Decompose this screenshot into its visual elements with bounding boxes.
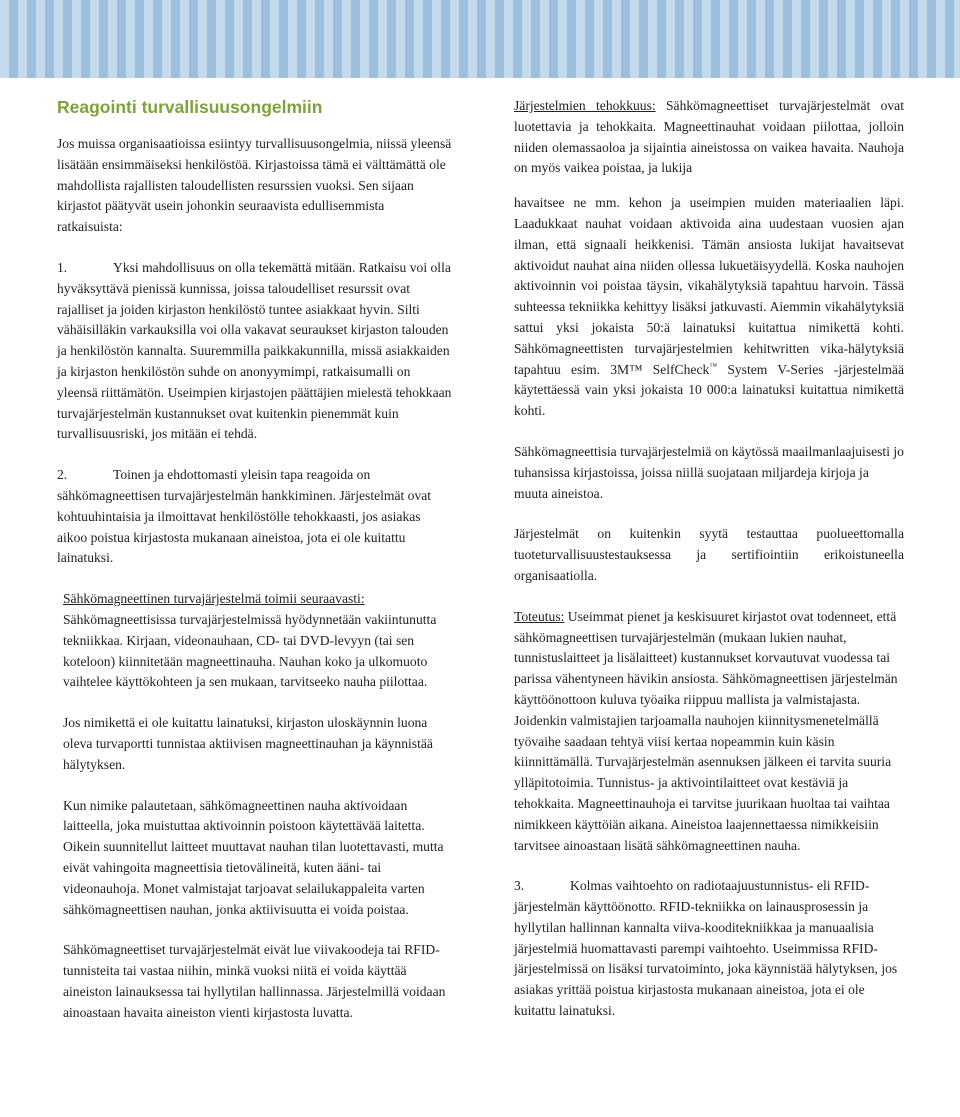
em-paragraph-3: Kun nimike palautetaan, sähkömagneettinen nauha aktivoidaan laitteella, joka muistuttaa aktivoinnin poistoon käytettävää laitetta. Oikein suunnitellut laitteet muuttavat nauhan tilan luotettavasti, mutta eivät vahingoita magneettisia tietovälineitä, kuten ääni- tai videonauhoja. Monet valmistajat tarjoavat selailukappaleita varten sähkömagneettisen nauhan, jonka aktiivisuutta ei voida poistaa. bbox=[63, 797, 444, 917]
option-1-paragraph bbox=[57, 258, 453, 445]
option-1-number: 1. bbox=[57, 259, 68, 275]
worldwide-paragraph: Sähkömagneettisia turvajärjestelmiä on käytössä maailmanlaajuisesti jo tuhansissa kirjastoissa, joissa niillä suojataan miljardeja kirjoja ja muuta aineistoa. bbox=[514, 443, 904, 501]
option-3-number: 3. bbox=[514, 878, 525, 894]
option-1-text: Yksi mahdollisuus on olla tekemättä mitään. Ratkaisu voi olla hyväksyttävä pienissä kunnissa, joissa taloudelliset resurssit ovat rajalliset ja joiden kirjaston henkilöstö tuntee asiakkaat hyvin. Silti vähäisilläkin varkauksilla voi olla vakavat seuraukset kirjaston talouden ja henkilöstön kannalta. Suuremmilla paikkakunnilla, missä asiakkaiden ja kirjaston henkilöstön suhde on anonyymimpi, ratkaisumalli on yleensä riittämätön. Useimpien kirjastojen päättäjien mielestä tehokkaan turvajärjestelmän kustannukset ovat kuitenkin pienemmät kuin turvallisuusriski, jos mitään ei tehdä. bbox=[57, 259, 452, 442]
em-paragraph-2: Jos nimikettä ei ole kuitattu lainatuksi, kirjaston uloskäynnin luona oleva turvaportti tunnistaa aktiivisen magneettinauhan ja käynnistää hälytyksen. bbox=[63, 715, 433, 772]
intro-paragraph: Jos muissa organisaatioissa esiintyy turvallisuusongelmia, niissä yleensä lisätään ensimmäiseksi henkilöstöä. Kirjastoissa tämä ei välttämättä ole mahdollista rajallisten taloudellisten resurssien vuoksi. Sen sijaan kirjastot päätyvät usein johonkin seuraavista edullisemmista ratkaisuista: bbox=[57, 136, 452, 235]
implementation-label: Toteutus: bbox=[514, 608, 565, 624]
left-column bbox=[57, 96, 453, 1023]
em-paragraph-1: Sähkömagneettisissa turvajärjestelmissä hyödynnetään vakiintunutta tekniikkaa. Kirjaan, videonauhaan, CD- tai DVD-levyyn (tai sen koteloon) kiinnitetään magneettinauha. Nauhan koko ja ulkomuoto vaihtelee käyttökohteen ja sen mukaan, tarvitseeko nauha piilottaa. bbox=[63, 611, 437, 690]
em-paragraph-4: Sähkömagneettiset turvajärjestelmät eivät lue viivakoodeja tai RFID-tunnisteita tai vastaa niihin, minkä vuoksi niitä ei voida käyttää aineiston lainauksessa tai hyllytilan hallinnassa. Järjestelmillä voidaan ainoastaan havaita aineiston vienti kirjastosta luvatta. bbox=[63, 942, 446, 1020]
option-2-text: Toinen ja ehdottomasti yleisin tapa reagoida on sähkömagneettisen turvajärjestelmän hankkiminen. Järjestelmät ovat kohtuuhintaisia ja ilmoittavat henkilöstölle tehokkaasti, jos asiakas aikoo poistua kirjastosta mukanaan aineistoa, jota ei ole kuitattu lainatuksi. bbox=[57, 467, 432, 566]
trademark-mark: ™ bbox=[709, 361, 718, 371]
header-banner bbox=[0, 0, 960, 78]
option-2-number: 2. bbox=[57, 467, 68, 483]
implementation-text: Useimmat pienet ja keskisuuret kirjastot ovat todenneet, että sähkömagneettisen turvajärjestelmän (mukaan lukien nauhat, tunnistuslaitteet ja lisälaitteet) kustannukset korvautuvat vuodessa tai parissa vähentyneen hävikin ansiosta. Sähkömagneettisen järjestelmän käyttöönottoon kuluva työaika riippuu mallista ja valmistajasta. Joidenkin valmistajien tarjoamalla nauhojen kiinnitysmenetelmällä työvaihe saadaan tehtyä viisi kertaa nopeammin kuin käsin kiinnittämällä. Turvajärjestelmän asennuksen jälkeen ei tarvita suuria ylläpitotoimia. Tunnistus- ja aktivointilaitteet ovat kestäviä ja tehokkaita. Magneettinauhoja ei tarvitse juurikaan huoltaa tai vaihtaa nimikkeen käyttöiän aikana. Aineistoa laajennettaessa nimikkeisiin tarvitsee ainoastaan lisätä sähkömagneettinen nauha. bbox=[514, 608, 898, 853]
em-section-heading: Sähkömagneettinen turvajärjestelmä toimii seuraavasti: bbox=[63, 591, 365, 607]
option-3-text: Kolmas vaihtoehto on radiotaajuustunnistus- eli RFID-järjestelmän käyttöönotto. RFID-tekniikka on lainausprosessin ja hyllytilan hallinnan kannalta viiva-kooditekniikkaa ja manuaalisia järjestelmiä huomattavasti parempi vaihtoehto. Useimmissa RFID-järjestelmissä on lisäksi turvatoiminto, joka käynnistää hälytyksen, jos asiakas yrittää poistua kirjastosta mukanaan aineistoa, jota ei ole kuitattu lainatuksi. bbox=[514, 878, 898, 1019]
efficiency-paragraph-2 bbox=[514, 193, 904, 422]
efficiency-label: Järjestelmien tehokkuus: bbox=[514, 98, 656, 113]
option-3-paragraph bbox=[514, 876, 904, 1022]
testing-paragraph: Järjestelmät on kuitenkin syytä testauttaa puolueettomalla tuoteturvallisuustestauksessa ja sertifiointiin erikoistuneella organisaatiolla. bbox=[514, 526, 904, 583]
em-system-section bbox=[57, 589, 453, 1023]
right-column bbox=[514, 96, 904, 1022]
efficiency-text-2b: System V-Series -järjestelmää käytettäessä vain yksi jokaista 10 000:a lainatuksi kuitattua nimikettä kohti. bbox=[514, 361, 904, 419]
efficiency-text-1: Sähkömagneettiset turvajärjestelmät ovat luotettavia ja tehokkaita. Magneettinauhat voidaan piilottaa, jolloin niiden olemassaoloa ja sijaintia aineistossa on vaikea havaita. Nauhoja on myös vaikea poistaa, ja lukija bbox=[514, 98, 904, 176]
implementation-paragraph bbox=[514, 607, 904, 857]
page-title: Reagointi turvallisuusongelmiin bbox=[57, 97, 323, 117]
efficiency-text-2a: havaitsee ne mm. kehon ja useimpien muiden materiaalien läpi. Laadukkaat nauhat voidaan aktivoida aina uudestaan vuosien ajan ilman, että signaali heikkenisi. Tämän ansiosta lukijat havaitsevat aktivoidut nauhat aina niiden ollessa lukuetäisyydellä. Koska nauhojen aktivoinnin voi poistaa täysin, vikahälytyksiä tapahtuu harvoin. Tässä suhteessa tekniikka kehittyy lisäksi jatkuvasti. Aiemmin vikahälytyksiä sattui yksi jokaista 50:ä lainatuksi kuitattua nimikettä kohti. Sähkömagneettisten turvajärjestelmien kehitwritten vika-hälytyksiä tapahtuu esim. 3M™ SelfCheck bbox=[514, 195, 904, 377]
option-2-paragraph bbox=[57, 465, 453, 569]
efficiency-paragraph-1 bbox=[514, 96, 904, 179]
